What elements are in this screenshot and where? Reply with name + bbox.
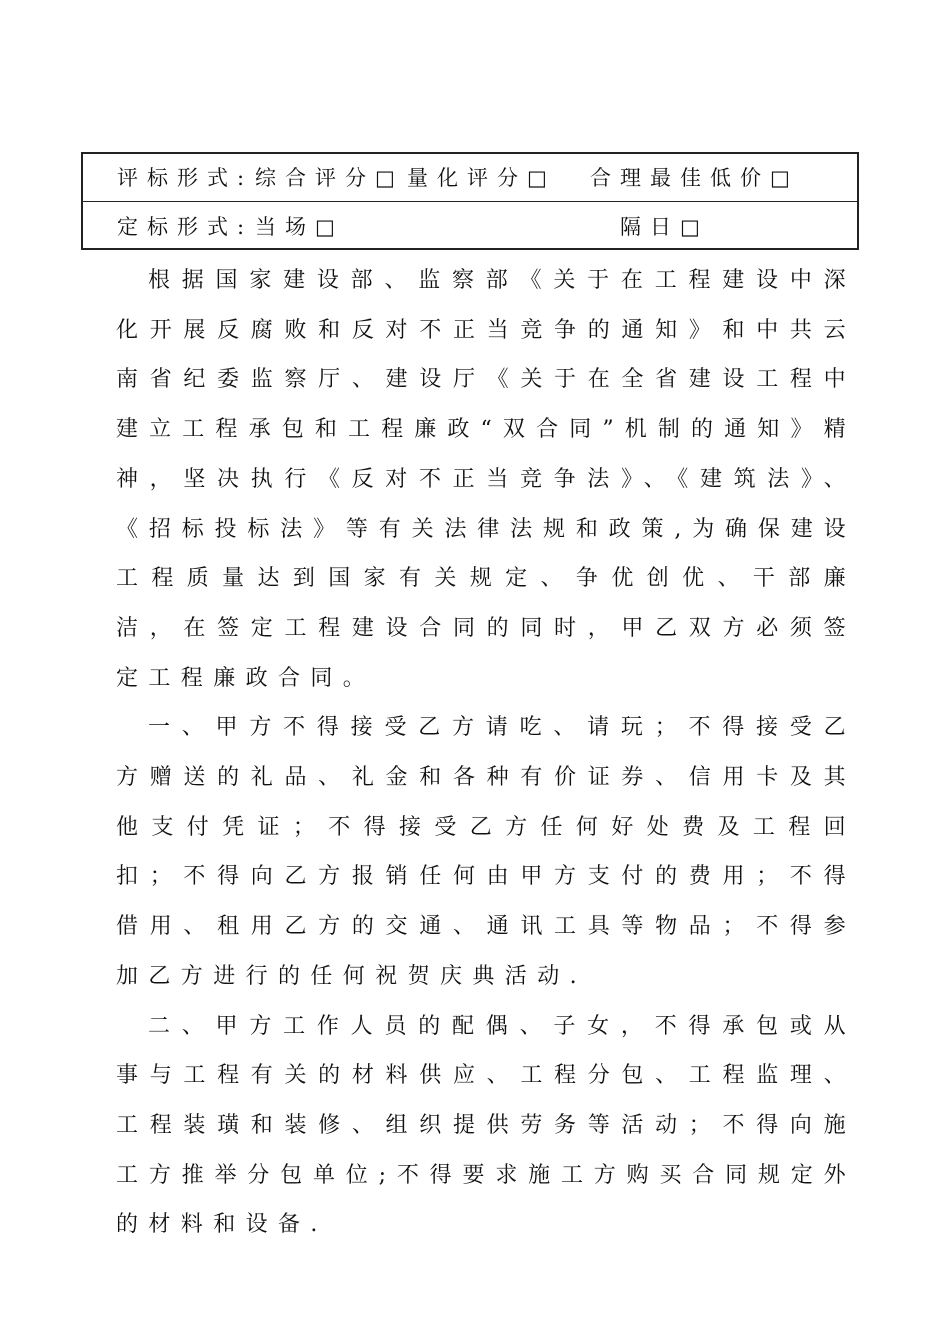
lowest-price-option[interactable]: 合理最佳低价□ xyxy=(590,166,799,190)
award-form-row xyxy=(83,203,857,251)
paragraph-clause-2: 二、甲方工作人员的配偶、子女，不得承包或从事与工程有关的材料供应、工程分包、工程监理、工程装璜和装修、组织提供劳务等活动；不得向施工方推举分包单位;不得要求施工方购买合同规定外的材料和设备. xyxy=(116,1013,856,1238)
contract-body xyxy=(116,256,856,1250)
comprehensive-score-option[interactable]: 综合评分□ xyxy=(255,166,404,190)
award-form-label: 定标形式: xyxy=(117,215,254,239)
bid-form-table xyxy=(81,152,859,250)
paragraph-intro: 根据国家建设部、监察部《关于在工程建设中深化开展反腐败和反对不正当竞争的通知》和中共云南省纪委监察厅、建设厅《关于在全省建设工程中建立工程承包和工程廉政“双合同”机制的通知》精神，坚决执行《反对不正当竞争法》、《建筑法》、《招标投标法》等有关法律法规和政策,为确保建设工程质量达到国家有关规定、争优创优、干部廉洁，在签定工程建设合同的同时，甲乙双方必须签定工程廉政合同。 xyxy=(116,268,856,691)
evaluation-form-label: 评标形式: xyxy=(117,166,254,190)
next-day-option[interactable]: 隔日□ xyxy=(620,215,709,239)
paragraph-clause-1: 一、甲方不得接受乙方请吃、请玩；不得接受乙方赠送的礼品、礼金和各种有价证券、信用卡及其他支付凭证；不得接受乙方任何好处费及工程回扣；不得向乙方报销任何由甲方支付的费用；不得借用、租用乙方的交通、通讯工具等物品；不得参加乙方进行的任何祝贺庆典活动. xyxy=(116,715,856,989)
same-day-option[interactable]: 当场□ xyxy=(255,215,344,239)
evaluation-form-row xyxy=(83,154,857,202)
quantified-score-option[interactable]: 量化评分□ xyxy=(407,166,556,190)
